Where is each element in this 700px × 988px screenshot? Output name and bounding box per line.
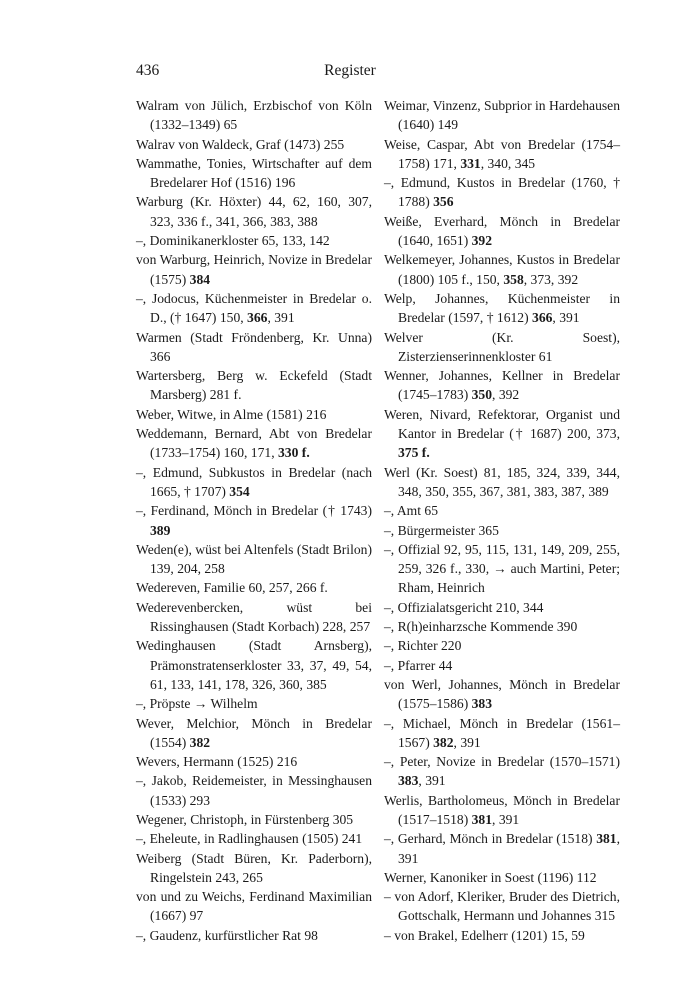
- index-entry: –, Gaudenz, kurfürstlicher Rat 98: [136, 927, 318, 943]
- index-entry: Weimar, Vinzenz, Subprior in Hardehausen (1640) 149: [384, 98, 620, 133]
- index-entry: Wevers, Hermann (1525) 216: [136, 754, 298, 770]
- index-entry: Werl (Kr. Soest) 81, 185, 324, 339, 344, 348, 350, 355, 367, 381, 383, 387, 389: [384, 464, 620, 499]
- index-entry: Weren, Nivard, Refektorar, Organist und Kantor in Bredelar († 1687) 200, 373, 375 f.: [384, 406, 620, 461]
- index-entry: –, R(h)einharzsche Kommende 390: [384, 619, 578, 635]
- index-entry: Weise, Caspar, Abt von Bredelar (1754–1758) 171, 331, 340, 345: [384, 136, 620, 171]
- index-entry: Werner, Kanoniker in Soest (1196) 112: [384, 869, 597, 885]
- index-entry: –, Richter 220: [384, 638, 462, 654]
- index-entry: Wedinghausen (Stadt Arnsberg), Prämonstratenserkloster 33, 37, 49, 54, 61, 133, 141, 178, 326, 360, 385: [136, 638, 372, 692]
- index-entry: –, Michael, Mönch in Bredelar (1561–1567) 382, 391: [384, 715, 620, 750]
- index-entry: Wederevenbercken, wüst bei Rissinghausen (Stadt Korbach) 228, 257: [136, 599, 372, 635]
- index-entry: – von Brakel, Edelherr (1201) 15, 59: [384, 927, 585, 943]
- index-entry: –, Eheleute, in Radlinghausen (1505) 241: [136, 831, 363, 847]
- index-entry: – von Adorf, Kleriker, Bruder des Dietrich, Gottschalk, Hermann und Johannes 315: [384, 889, 620, 924]
- index-entry: Weber, Witwe, in Alme (1581) 216: [136, 406, 327, 422]
- index-entry: Wegener, Christoph, in Fürstenberg 305: [136, 811, 354, 827]
- index-entry: Warmen (Stadt Fröndenberg, Kr. Unna) 366: [136, 329, 372, 364]
- index-entry: –, Peter, Novize in Bredelar (1570–1571) 383, 391: [384, 754, 620, 789]
- index-entry: Weden(e), wüst bei Altenfels (Stadt Brilon) 139, 204, 258: [136, 541, 372, 577]
- index-entry: Wartersberg, Berg w. Eckefeld (Stadt Marsberg) 281 f.: [136, 368, 372, 403]
- index-entry: von Warburg, Heinrich, Novize in Bredelar (1575) 384: [136, 252, 372, 287]
- running-head: Register: [324, 62, 376, 79]
- index-entry: Wever, Melchior, Mönch in Bredelar (1554) 382: [136, 715, 372, 750]
- index-entry: –, Amt 65: [384, 503, 439, 519]
- index-entry: –, Edmund, Kustos in Bredelar (1760, † 1788) 356: [384, 175, 620, 210]
- index-entry: –, Offizialatsgericht 210, 344: [384, 599, 544, 615]
- index-entry: Weddemann, Bernard, Abt von Bredelar (1733–1754) 160, 171, 330 f.: [136, 426, 372, 461]
- index-column-right: [384, 96, 620, 945]
- index-entry: Wenner, Johannes, Kellner in Bredelar (1745–1783) 350, 392: [384, 368, 620, 403]
- index-entry: Weiße, Everhard, Mönch in Bredelar (1640, 1651) 392: [384, 213, 620, 249]
- index-entry: –, Jodocus, Küchenmeister in Bredelar o. D., († 1647) 150, 366, 391: [136, 290, 372, 326]
- index-column-left: [136, 96, 372, 945]
- index-entry: –, Edmund, Subkustos in Bredelar (nach 1665, † 1707) 354: [136, 464, 372, 499]
- page-number: 436: [136, 62, 160, 79]
- index-entry: –, Bürgermeister 365: [384, 522, 499, 538]
- index-entry: –, Ferdinand, Mönch in Bredelar († 1743) 389: [136, 503, 372, 538]
- index-entry: –, Dominikanerkloster 65, 133, 142: [136, 233, 330, 249]
- index-entry: Weiberg (Stadt Büren, Kr. Paderborn), Ringelstein 243, 265: [136, 850, 372, 885]
- index-entry: Welkemeyer, Johannes, Kustos in Bredelar (1800) 105 f., 150, 358, 373, 392: [384, 252, 620, 287]
- index-entry: –, Gerhard, Mönch in Bredelar (1518) 381, 391: [384, 831, 620, 866]
- index-entry: Welp, Johannes, Küchenmeister in Bredelar (1597, † 1612) 366, 391: [384, 290, 620, 326]
- index-entry: Warburg (Kr. Höxter) 44, 62, 160, 307, 323, 336 f., 341, 366, 383, 388: [136, 194, 372, 229]
- index-entry: Walrav von Waldeck, Graf (1473) 255: [136, 136, 345, 152]
- index-entry: Werlis, Bartholomeus, Mönch in Bredelar (1517–1518) 381, 391: [384, 792, 620, 827]
- index-entry: –, Pröpste → Wilhelm: [136, 696, 258, 712]
- index-entry: –, Jakob, Reidemeister, in Messinghausen (1533) 293: [136, 773, 372, 808]
- index-entry: –, Pfarrer 44: [384, 657, 453, 673]
- index-entry: Wedereven, Familie 60, 257, 266 f.: [136, 580, 328, 596]
- index-entry: von Werl, Johannes, Mönch in Bredelar (1575–1586) 383: [384, 676, 620, 712]
- index-entry: Welver (Kr. Soest), Zisterzienserinnenkloster 61: [384, 329, 620, 364]
- index-entry: Wammathe, Tonies, Wirtschafter auf dem Bredelarer Hof (1516) 196: [136, 155, 372, 191]
- index-entry: –, Offizial 92, 95, 115, 131, 149, 209, 255, 259, 326 f., 330, → auch Martini, Peter; Rham, Heinrich: [384, 541, 620, 596]
- index-entry: von und zu Weichs, Ferdinand Maximilian (1667) 97: [136, 889, 372, 924]
- index-entry: Walram von Jülich, Erzbischof von Köln (1332–1349) 65: [136, 98, 372, 133]
